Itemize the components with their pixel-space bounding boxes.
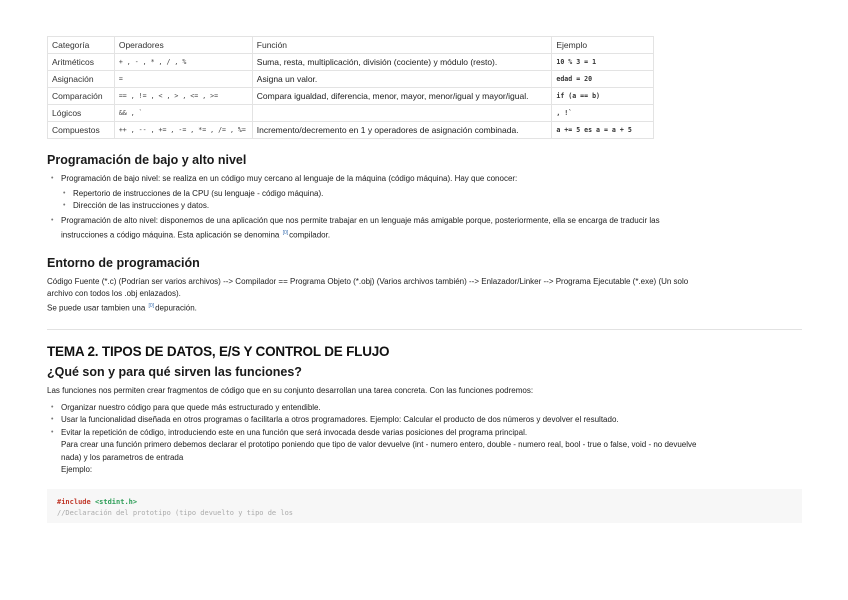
cell-function: Suma, resta, multiplicación, división (cociente) y módulo (resto). — [252, 54, 552, 71]
cell-category: Lógicos — [48, 105, 115, 122]
code-keyword: #include — [57, 497, 91, 506]
compilador-text: compilador. — [289, 230, 331, 240]
tema-heading: TEMA 2. TIPOS DE DATOS, E/S Y CONTROL DE FLUJO — [47, 343, 390, 359]
ejemplo-label: Ejemplo: — [61, 465, 93, 475]
depuracion-text: Se puede usar tambien una — [47, 303, 146, 313]
programming-levels-list — [47, 173, 802, 186]
section-heading-entorno: Entorno de programación — [47, 256, 200, 271]
entorno-line-1: Código Fuente (*.c) (Podrían ser varios archivos) --> Compilador == Programa Objeto (*.obj) (Varios archivos también) --> Enlazador/Linker --> Programa Ejecutable (*.exe) (Un solo — [47, 277, 689, 287]
cell-function: Asigna un valor. — [252, 71, 552, 88]
cell-category: Asignación — [48, 71, 115, 88]
cell-operators: && , ` — [114, 105, 252, 122]
prototipo-text: Para crear una función primero debemos declarar el prototipo poniendo que tipo de valor devuelve (int - numero entero, double - numero real, bool - true o false, void - no devuelve — [61, 440, 697, 450]
code-comment: //Declaración del prototipo (tipo devuelto y tipo de los — [57, 508, 294, 517]
header-categoria: Categoría — [48, 37, 115, 54]
code-block — [47, 489, 802, 523]
entorno-paragraph — [47, 276, 802, 300]
footnote-ref-link[interactable]: [0] — [148, 303, 155, 310]
table-row — [48, 105, 654, 122]
header-ejemplo: Ejemplo — [552, 37, 654, 54]
cell-operators: ++ , -- , += , -= , *= , /= , %= — [114, 122, 252, 139]
funciones-intro: Las funciones nos permiten crear fragmentos de código que en su conjunto desarrollan una tarea concreta. Con las funciones podremos: — [47, 385, 534, 395]
cell-function: Compara igualdad, diferencia, menor, mayor, menor/igual y mayor/igual. — [252, 88, 552, 105]
funciones-list — [47, 402, 802, 477]
low-level-sublist — [47, 188, 802, 213]
table-row — [48, 71, 654, 88]
entorno-line-2: archivo con todos los .obj enlazados). — [47, 289, 181, 299]
cell-operators: == , != , < , > , <= , >= — [114, 88, 252, 105]
list-item — [47, 427, 802, 477]
table-row — [48, 88, 654, 105]
prototipo-text-cont: nada) y los parametros de entrada — [61, 452, 184, 462]
cell-category: Comparación — [48, 88, 115, 105]
cell-example: 10 % 3 = 1 — [552, 54, 654, 71]
header-operadores: Operadores — [114, 37, 252, 54]
cell-function — [252, 105, 552, 122]
funciones-heading: ¿Qué son y para qué sirven las funciones? — [47, 364, 302, 379]
document-page — [47, 36, 802, 523]
cell-example: edad = 20 — [552, 71, 654, 88]
cell-operators: + , - , * , / , % — [114, 54, 252, 71]
cell-example: if (a == b) — [552, 88, 654, 105]
operators-table — [47, 36, 654, 139]
cell-example: , !` — [552, 105, 654, 122]
list-item — [47, 215, 802, 243]
depuracion-word: depuración. — [155, 303, 197, 313]
section-divider — [47, 329, 802, 330]
low-level-text: Programación de bajo nivel: se realiza en un código muy cercano al lenguaje de la máquina (código máquina). Hay que conocer: — [61, 174, 518, 183]
section-heading-programacion: Programación de bajo y alto nivel — [47, 153, 247, 167]
list-item: • Repertorio de instrucciones de la CPU (su lenguaje - código máquina). — [47, 188, 802, 201]
list-item — [47, 173, 802, 186]
cell-category: Compuestos — [48, 122, 115, 139]
list-item: • Dirección de las instrucciones y datos. — [47, 200, 802, 213]
high-level-text: Programación de alto nivel: disponemos de una aplicación que nos permite trabajar en un lenguaje más amigable porque, posteriormente, ella se encarga de traducir las — [61, 215, 660, 225]
header-funcion: Función — [252, 37, 552, 54]
cell-example: a += 5 es a = a + 5 — [552, 122, 654, 139]
code-line — [57, 497, 792, 508]
repeticion-text: Evitar la repetición de código, introduciendo este en una función que será invocada desde varias posiciones del programa principal. — [61, 427, 528, 437]
list-item: • Usar la funcionalidad diseñada en otros programas o facilitarla a otros programadores. Ejemplo: Calcular el producto de dos números y devolver el resultado. — [47, 414, 802, 427]
footnote-ref-link[interactable]: [0] — [282, 230, 289, 236]
depuracion-paragraph — [47, 300, 802, 315]
cell-operators: = — [114, 71, 252, 88]
high-level-text-cont: instrucciones a código máquina. Esta aplicación se denomina — [61, 230, 280, 240]
table-row — [48, 54, 654, 71]
cell-category: Aritméticos — [48, 54, 115, 71]
cell-function: Incremento/decremento en 1 y operadores de asignación combinada. — [252, 122, 552, 139]
table-header-row — [48, 37, 654, 54]
high-level-list — [47, 215, 802, 243]
code-string: <stdint.h> — [94, 497, 138, 506]
list-item: • Organizar nuestro código para que quede más estructurado y entendible. — [47, 402, 802, 415]
table-row — [48, 122, 654, 139]
